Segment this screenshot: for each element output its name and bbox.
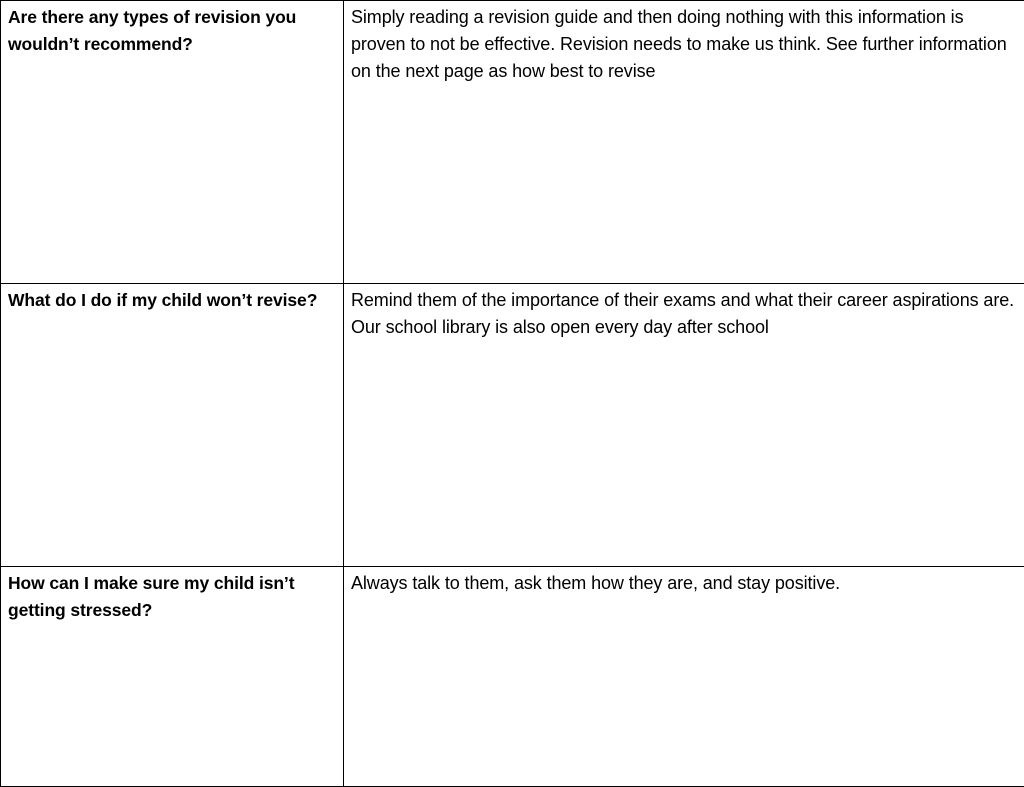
answer-text: Remind them of the importance of their exams and what their career aspirations are. xyxy=(351,287,1017,314)
question-text: How can I make sure my child isn’t getting stressed? xyxy=(8,573,294,620)
faq-row xyxy=(1,1,1024,284)
faq-row xyxy=(1,284,1024,567)
question-cell xyxy=(1,567,344,787)
question-cell xyxy=(1,284,344,567)
question-text: What do I do if my child won’t revise? xyxy=(8,290,317,310)
faq-row xyxy=(1,567,1024,787)
answer-text: Simply reading a revision guide and then doing nothing with this information is proven to not be effective. Revision needs to make us think. See further information on the next page as how best to revise xyxy=(351,4,1017,85)
question-cell xyxy=(1,1,344,284)
answer-cell xyxy=(344,284,1024,567)
question-text: Are there any types of revision you wouldn’t recommend? xyxy=(8,7,296,54)
answer-text: Always talk to them, ask them how they are, and stay positive. xyxy=(351,570,1017,597)
answer-text: Our school library is also open every day after school xyxy=(351,314,1017,341)
answer-cell xyxy=(344,1,1024,284)
answer-cell xyxy=(344,567,1024,787)
